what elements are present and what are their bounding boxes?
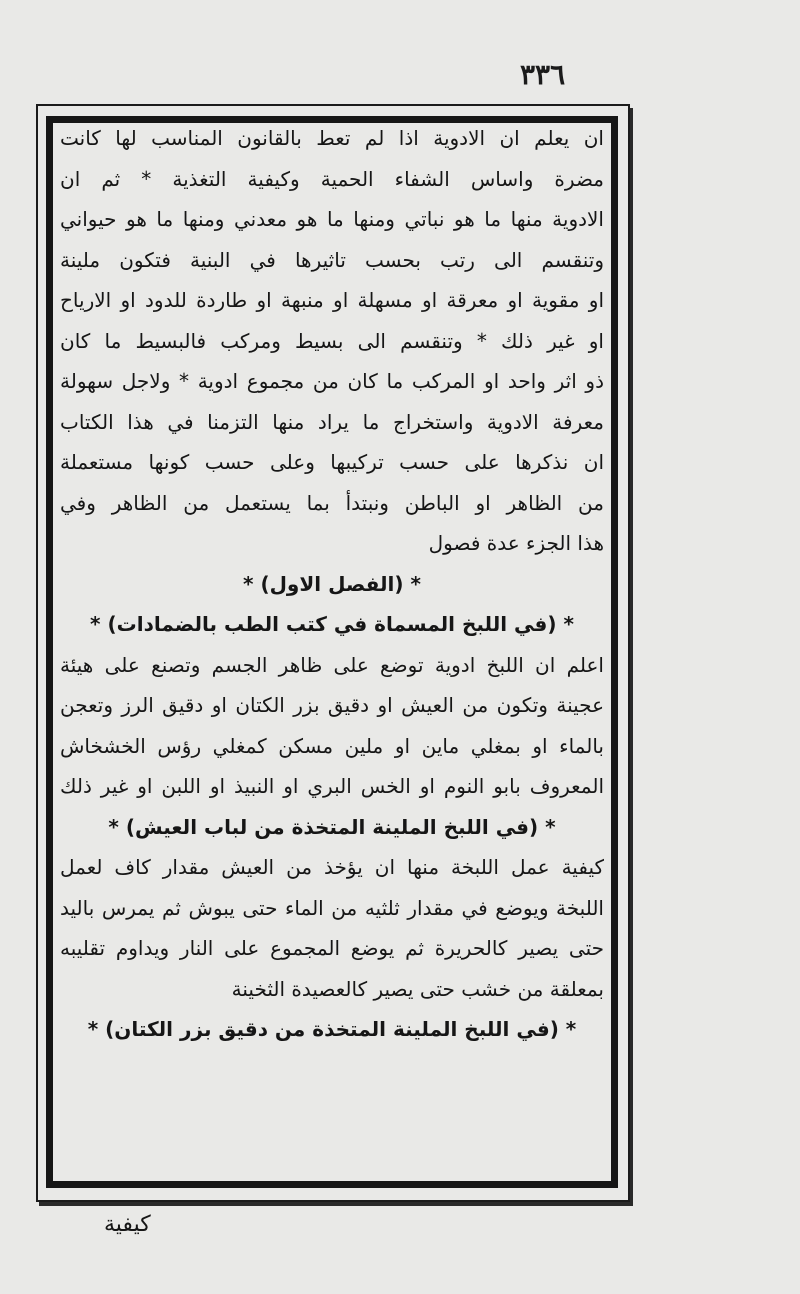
catchword: كيفية [104, 1212, 151, 1237]
section-subheading: * (في اللبخ المسماة في كتب الطب بالضمادات) * [90, 612, 574, 636]
text-line: بمعلقة من خشب حتى يصير كالعصيدة الثخينة [231, 976, 604, 1001]
text-line: من الظاهر او الباطن ونبتدأ بما يستعمل من الظاهر وفي [60, 490, 604, 515]
text-line: اعلم ان اللبخ ادوية توضع على ظاهر الجسم وتصنع على هيئة [60, 652, 604, 677]
text-line: الادوية منها ما هو نباتي ومنها ما هو معدني ومنها ما هو حيواني [60, 207, 604, 231]
text-line: اللبخة ويوضع في مقدار ثلثيه من الماء حتى يبوش ثم يمرس باليد [60, 895, 604, 920]
text-line: مضرة واساس الشفاء الحمية وكيفية التغذية * ثم ان [60, 166, 604, 191]
text-line: ان نذكرها على حسب تركيبها وعلى حسب كونها مستعملة [60, 450, 604, 474]
text-line: هذا الجزء عدة فصول [428, 531, 604, 555]
text-line: معرفة الادوية واستخراج ما يراد منها التزمنا في هذا الكتاب [60, 409, 604, 434]
text-line: عجينة وتكون من العيش او دقيق بزر الكتان او دقيق الرز وتعجن [60, 693, 604, 717]
text-line: كيفية عمل اللبخة منها ان يؤخذ من العيش مقدار كاف لعمل [60, 855, 604, 879]
text-line: المعروف بابو النوم او الخس البري او النبيذ او اللبن او غير ذلك [60, 774, 604, 798]
text-line: ذو اثر واحد او المركب ما كان من مجموع ادوية * ولاجل سهولة [60, 369, 604, 393]
section-subheading: * (في اللبخ الملينة المتخذة من دقيق بزر الكتان) * [87, 1017, 577, 1041]
text-line: او غير ذلك * وتنقسم الى بسيط ومركب فالبسيط ما كان [60, 328, 604, 353]
section-subheading: * (في اللبخ الملينة المتخذة من لباب العيش) * [108, 814, 556, 839]
text-line: حتى يصير كالحريرة ثم يوضع المجموع على النار ويداوم تقليبه [60, 936, 604, 960]
page-number: ٣٣٦ [520, 58, 566, 91]
text-line: بالماء او بمغلي ماين او ملين مسكن كمغلي رؤس الخشخاش [60, 733, 604, 758]
text-block [60, 118, 604, 1182]
section-heading: * (الفصل الاول) * [243, 571, 421, 596]
text-line: او مقوية او معرقة او مسهلة او منبهة او طاردة للدود او الارياح [60, 288, 604, 312]
text-line: وتنقسم الى رتب بحسب تاثيرها في البنية فتكون ملينة [60, 247, 604, 272]
text-line: ان يعلم ان الادوية اذا لم تعط بالقانون المناسب لها كانت [60, 126, 604, 150]
